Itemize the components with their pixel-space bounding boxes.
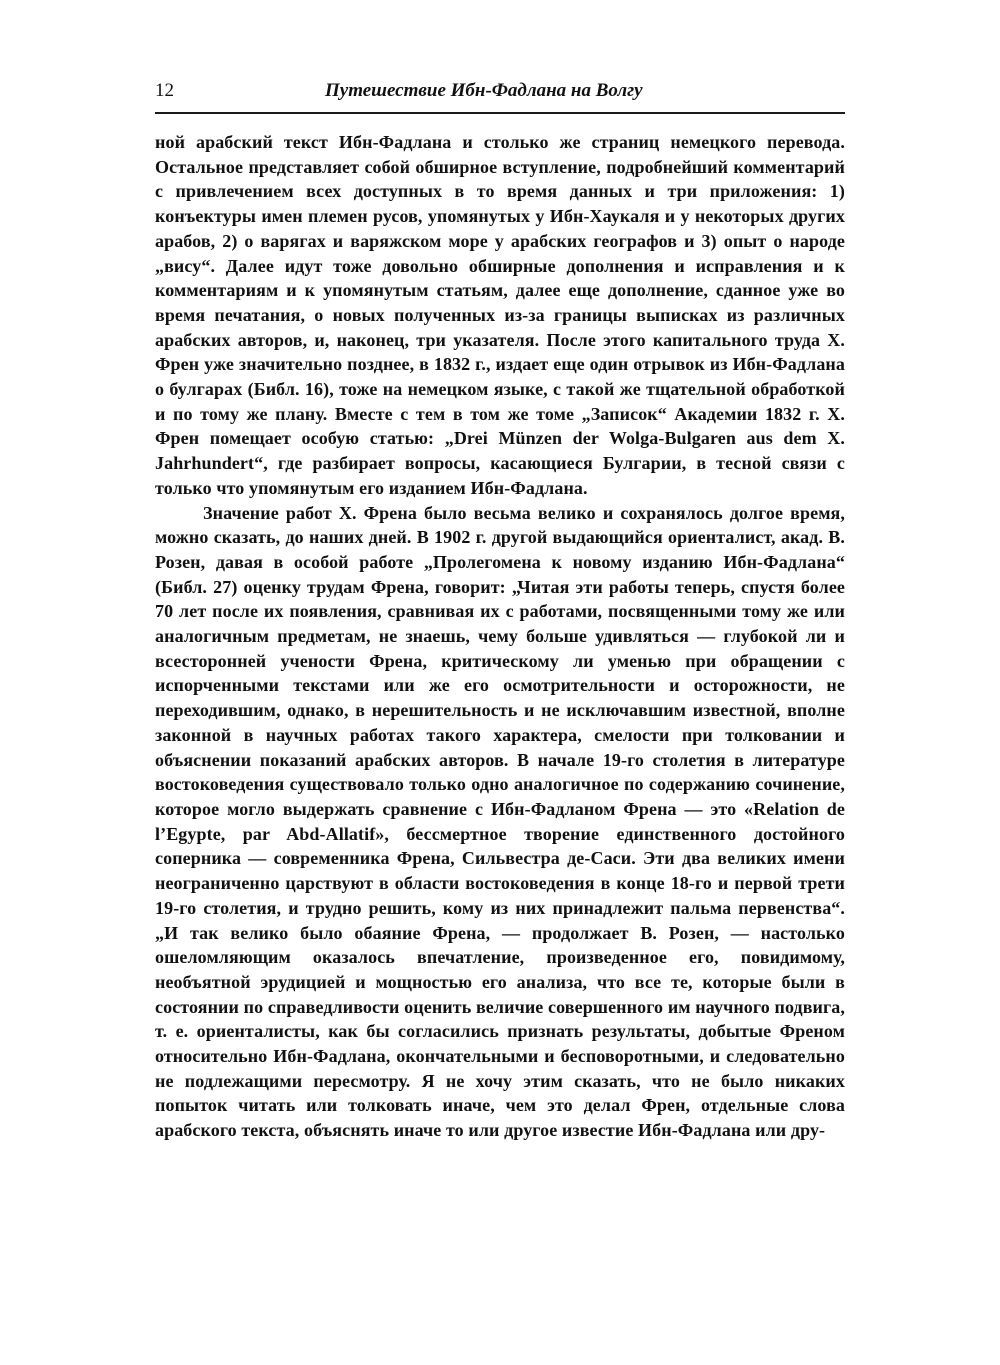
paragraph-fren-significance: Значение работ Х. Френа было весьма велико и сохранялось долгое время, можно сказать, до наших дней. В 1902 г. другой выдающийся ориенталист, акад. В. Розен, давая в особой работе „Пролегомена к новому изданию Ибн-Фадлана“ (Библ. 27) оценку трудам Френа, говорит: „Читая эти работы теперь, спустя более 70 лет после их появления, сравнивая их с работами, посвященными тому же или аналогичным предметам, не знаешь, чему больше удивляться — глубокой ли и всесторонней учености Френа, критическому ли уменью при обращении с испорченными текстами или же его осмотрительности и осторожности, не переходившим, однако, в нерешительность и не исключавшим известной, вполне законной в научных работах такого характера, смелости при толковании и объяснении показаний арабских авторов. В начале 19-го столетия в литературе востоковедения существовало только одно аналогичное по содержанию сочинение, которое могло выдержать сравнение с Ибн-Фадланом Френа — это «Relation de l’Egypte, par Abd-Allatif», бессмертное творение единственного достойного соперника — современника Френа, Сильвестра де-Саси. Эти два великих имени неограниченно царствуют в области востоковедения в конце 18-го и первой трети 19-го столетия, и трудно решить, кому из них принадлежит пальма первенства“. „И так велико было обаяние Френа, — продолжает В. Розен, — настолько ошеломляющим оказалось впечатление, произведенное его, повидимому, необъятной эрудицией и мощностью его анализа, что все те, которые были в состоянии по справедливости оценить величие совершенного им научного подвига, т. е. ориенталисты, как бы согласились признать результаты, добытые Френом относительно Ибн-Фадлана, окончательными и бесповоротными, и следовательно не подлежащими пересмотру. Я не хочу этим сказать, что не было никаких попыток читать или толковать иначе, чем это делал Френ, отдельные слова арабского текста, объяснять иначе то или другое известие Ибн-Фадлана или дру- [155, 502, 845, 1141]
running-head [155, 80, 845, 114]
running-title: Путешествие Ибн-Фадлана на Волгу [325, 80, 643, 101]
paragraph-continuation: ной арабский текст Ибн-Фадлана и столько же страниц немецкого перевода. Остальное представляет собой обширное вступление, подробнейший комментарий с привлечением всех доступных в то время данных и три приложения: 1) конъектуры имен племен русов, упомянутых у Ибн-Хаукаля и у некоторых других арабов, 2) о варягах и варяжском море у арабских географов и 3) опыт о народе „вису“. Далее идут тоже довольно обширные дополнения и исправления и к комментариям и к упомянутым статьям, далее еще дополнение, сданное уже во время печатания, о новых полученных из-за границы выписках из различных арабских авторов, и, наконец, три указателя. После этого капитального труда Х. Френ уже значительно позднее, в 1832 г., издает еще один отрывок из Ибн-Фадлана о булгарах (Библ. 16), тоже на немецком языке, с такой же тщательной обработкой и по тому же плану. Вместе с тем в том же томе „Записок“ Академии 1832 г. Х. Френ помещает особую статью: „Drei Münzen der Wolga-Bulgaren aus dem X. Jahrhundert“, где разбирает вопросы, касающиеся Булгарии, в тесной связи с только что упомянутым его изданием Ибн-Фадлана. [155, 132, 845, 498]
book-page [155, 80, 845, 1143]
page-number: 12 [155, 80, 174, 101]
body-text [155, 130, 845, 1143]
